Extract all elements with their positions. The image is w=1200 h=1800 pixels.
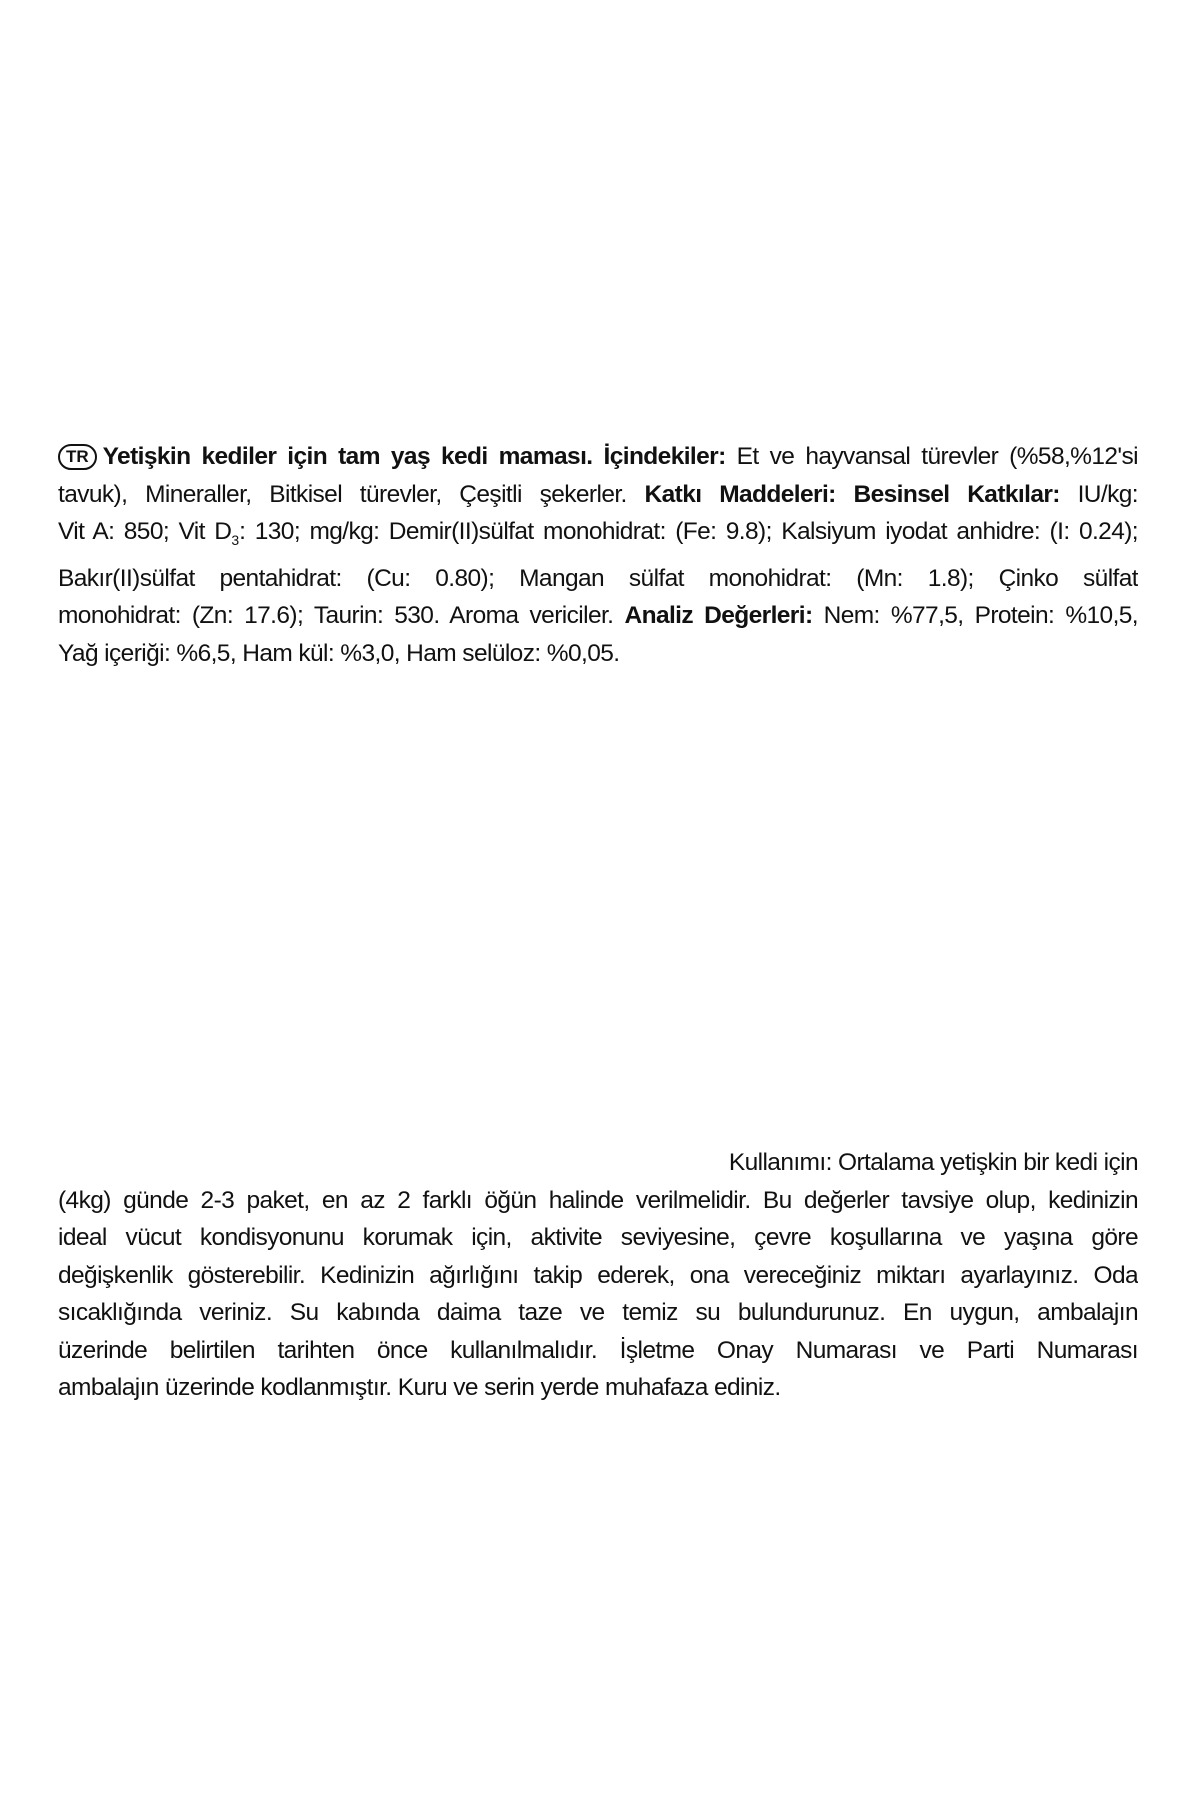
tr-ingredients-text: Et ve hayvansal türevler (%58,%12'si	[725, 443, 1138, 470]
turkish-product-description	[58, 438, 1138, 672]
usage-instructions	[58, 1144, 1138, 1407]
tr-analysis-values: Nem: %77,5, Protein: %10,5,	[812, 602, 1138, 629]
tr-line-3	[58, 513, 1138, 560]
tr-line-6: Yağ içeriği: %6,5, Ham kül: %3,0, Ham selüloz: %0,05.	[58, 639, 620, 667]
tr-vitamins-text: Vit A: 850; Vit D	[58, 518, 232, 545]
tr-line-4: Bakır(II)sülfat pentahidrat: (Cu: 0.80); Mangan sülfat monohidrat: (Mn: 1.8); Çinko sülfat	[58, 564, 1138, 592]
usage-line-3: ideal vücut kondisyonunu korumak için, aktivite seviyesine, çevre koşullarına ve yaşına göre	[58, 1224, 1138, 1251]
tr-vitamin-d-subscript: 3	[231, 532, 240, 548]
tr-taurin-text: monohidrat: (Zn: 17.6); Taurin: 530. Aroma vericiler.	[58, 602, 625, 629]
tr-line-1	[58, 438, 1138, 476]
tr-additives-heading: Katkı Maddeleri: Besinsel Katkılar:	[644, 480, 1060, 508]
tr-minerals-text: : 130; mg/kg: Demir(II)sülfat monohidrat: (Fe: 9.8); Kalsiyum iyodat anhidre: (I: 0.24);	[239, 518, 1138, 545]
usage-line-7: ambalajın üzerinde kodlanmıştır. Kuru ve serin yerde muhafaza ediniz.	[58, 1374, 781, 1401]
tr-product-title: Yetişkin kediler için tam yaş kedi maması. İçindekiler:	[102, 443, 726, 470]
usage-line-1: Kullanımı: Ortalama yetişkin bir kedi için	[728, 1149, 1138, 1176]
tr-line-5	[58, 597, 1138, 635]
tr-additives-unit: IU/kg:	[1059, 480, 1138, 508]
tr-line-2	[58, 476, 1138, 514]
usage-line-2: (4kg) günde 2-3 paket, en az 2 farklı öğün halinde verilmelidir. Bu değerler tavsiye olup, kedinizin	[58, 1186, 1138, 1214]
tr-analysis-heading: Analiz Değerleri:	[624, 602, 813, 629]
usage-line-5: sıcaklığında veriniz. Su kabında daima taze ve temiz su bulundurunuz. En uygun, ambalajın	[58, 1299, 1138, 1326]
tr-ingredients-cont: tavuk), Mineraller, Bitkisel türevler, Çeşitli şekerler.	[58, 480, 645, 508]
usage-line-4: değişkenlik gösterebilir. Kedinizin ağırlığını takip ederek, ona vereceğiniz miktarı ayarlayınız. Oda	[58, 1261, 1138, 1289]
usage-line-6: üzerinde belirtilen tarihten önce kullanılmalıdır. İşletme Onay Numarası ve Parti Numarası	[58, 1336, 1138, 1364]
tr-language-badge: TR	[58, 444, 97, 470]
